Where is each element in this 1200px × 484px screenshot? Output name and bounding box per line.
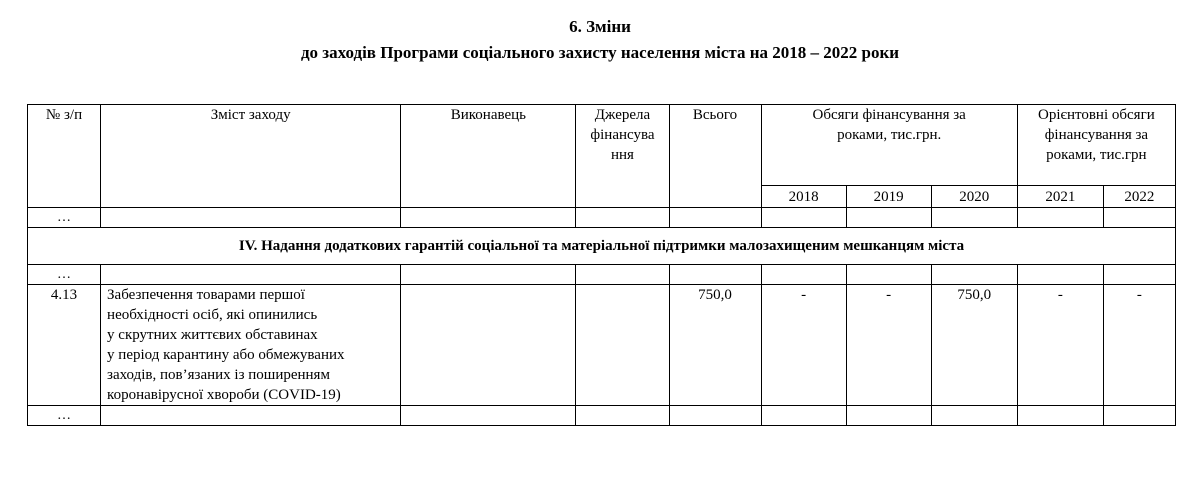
ellipsis: … [28, 265, 101, 285]
ellipsis-row [28, 208, 1176, 228]
ellipsis-row [28, 265, 1176, 285]
row-2021: - [1017, 285, 1103, 406]
row-content-line: у скрутних життєвих обставинах [107, 327, 318, 343]
row-2018: - [761, 285, 846, 406]
header-estimated: Орієнтовні обсяги фінансування за роками, тис.грн [1017, 105, 1175, 186]
ellipsis-row [28, 406, 1176, 426]
ellipsis: … [28, 406, 101, 426]
row-num: 4.13 [28, 285, 101, 406]
row-content-line: Забезпечення товарами першої [107, 287, 305, 303]
table-row [28, 285, 1176, 406]
ellipsis: … [28, 208, 101, 228]
row-content-line: у період карантину або обмежуваних [107, 347, 345, 363]
row-total: 750,0 [669, 285, 761, 406]
program-changes-table [27, 104, 1176, 426]
header-total: Всього [669, 105, 761, 208]
header-funding: Обсяги фінансування за роками, тис.грн. [761, 105, 1017, 186]
header-executor: Виконавець [401, 105, 576, 208]
row-content-line: необхідності осіб, які опинились [107, 307, 318, 323]
year-2021: 2021 [1017, 186, 1103, 208]
row-content-line: коронавірусної хвороби (COVID-19) [107, 387, 341, 403]
year-2018: 2018 [761, 186, 846, 208]
row-sources [576, 285, 669, 406]
document-subtitle: до заходів Програми соціального захисту населення міста на 2018 – 2022 роки [300, 43, 900, 62]
header-content: Зміст заходу [101, 105, 401, 208]
section-row [28, 228, 1176, 265]
row-2019: - [846, 285, 931, 406]
row-executor [401, 285, 576, 406]
year-2019: 2019 [846, 186, 931, 208]
row-content [101, 285, 401, 406]
header-num: № з/п [28, 105, 101, 208]
year-2020: 2020 [931, 186, 1017, 208]
header-row [28, 105, 1176, 186]
year-2022: 2022 [1103, 186, 1175, 208]
row-content-line: заходів, пов’язаних із поширенням [107, 367, 330, 383]
header-sources: Джерела фінансува ння [576, 105, 669, 208]
row-2020: 750,0 [931, 285, 1017, 406]
document-title: 6. Зміни [569, 17, 631, 36]
section-title: IV. Надання додаткових гарантій соціальної та матеріальної підтримки малозахищеним мешканцям міста [28, 228, 1176, 265]
row-2022: - [1103, 285, 1175, 406]
